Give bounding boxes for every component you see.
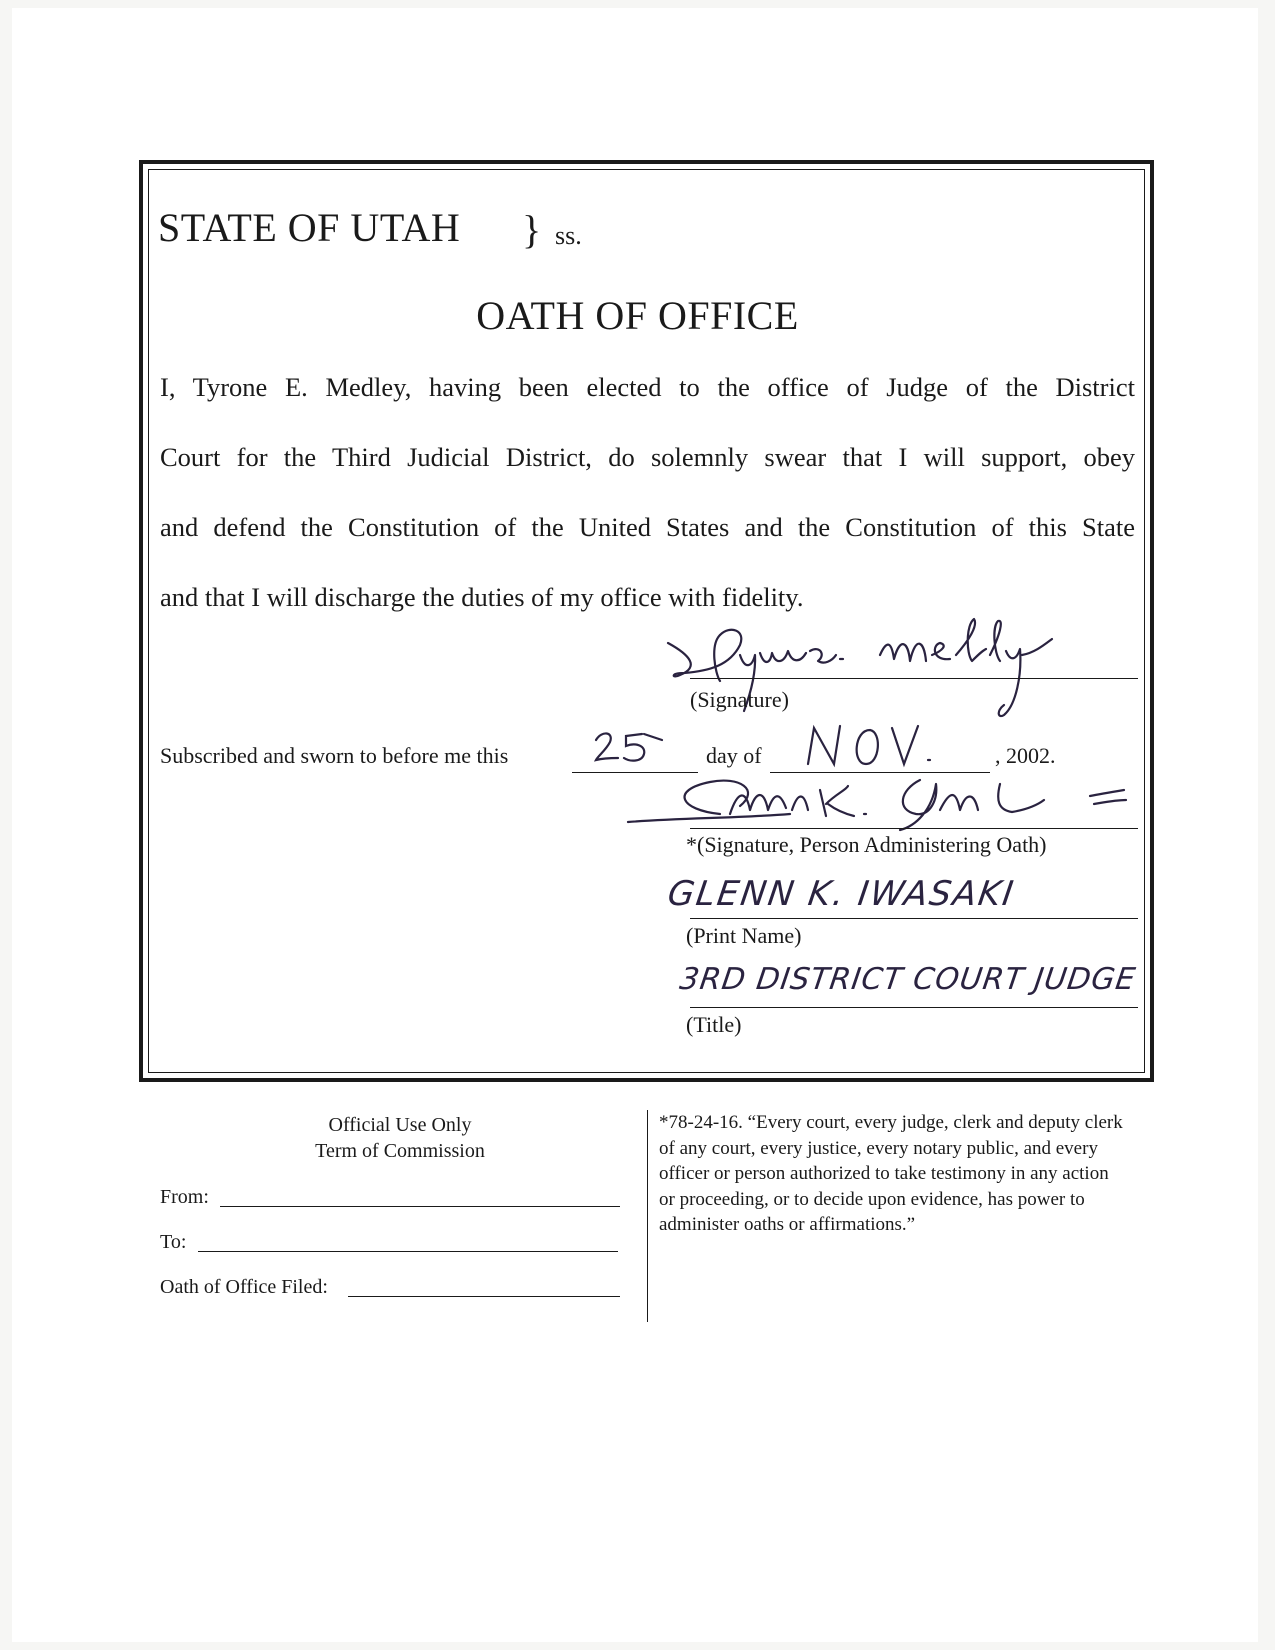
administrator-signature-handwriting: [620, 770, 1140, 840]
state-heading: STATE OF UTAH: [158, 205, 461, 250]
to-label: To:: [160, 1231, 187, 1253]
print-name-handwriting: GLENN K. IWASAKI: [665, 874, 1018, 914]
to-field[interactable]: [198, 1251, 618, 1252]
print-name-label: (Print Name): [686, 923, 802, 948]
subscribed-prefix: Subscribed and sworn to before me this: [160, 743, 509, 768]
taker-signature-line: [690, 678, 1138, 679]
oath-filed-field[interactable]: [348, 1296, 620, 1297]
from-label: From:: [160, 1186, 209, 1208]
oath-line-4: and that I will discharge the duties of my office with fidelity.: [160, 582, 804, 612]
column-divider: [647, 1110, 648, 1322]
administrator-signature-line: [690, 828, 1138, 829]
official-use-heading: Official Use Only: [328, 1114, 472, 1136]
print-name-line: [690, 918, 1138, 919]
taker-signature-label: (Signature): [690, 687, 789, 712]
year-suffix: , 2002.: [995, 743, 1056, 768]
term-of-commission-heading: Term of Commission: [315, 1140, 485, 1162]
oath-line-2: Court for the Third Judicial District, do solemnly swear that I will support, obey: [160, 442, 1135, 472]
administrator-signature-label: *(Signature, Person Administering Oath): [686, 832, 1047, 857]
oath-line-1: I, Tyrone E. Medley, having been elected to the office of Judge of the District: [160, 372, 1135, 402]
state-brace: }: [522, 207, 542, 252]
statute-note: *78-24-16. “Every court, every judge, clerk and deputy clerk of any court, every justice, every notary public, and every officer or person authorized to take testimony in any action or proceeding, or to decide upon evidence, has power to administer oaths or affirmations.”: [659, 1112, 1123, 1235]
taker-signature-handwriting: [660, 615, 1100, 735]
title-label: (Title): [686, 1012, 742, 1037]
from-field[interactable]: [220, 1206, 620, 1207]
day-handwriting: [590, 726, 670, 770]
title-handwriting: 3RD DISTRICT COURT JUDGE: [677, 962, 1139, 997]
ss-label: ss.: [555, 221, 582, 250]
day-of-label: day of: [706, 743, 762, 768]
oath-filed-label: Oath of Office Filed:: [160, 1276, 328, 1298]
title-line: [690, 1007, 1138, 1008]
month-handwriting: [800, 720, 940, 772]
document-title: OATH OF OFFICE: [476, 293, 799, 338]
oath-line-3: and defend the Constitution of the United States and the Constitution of this State: [160, 512, 1135, 542]
